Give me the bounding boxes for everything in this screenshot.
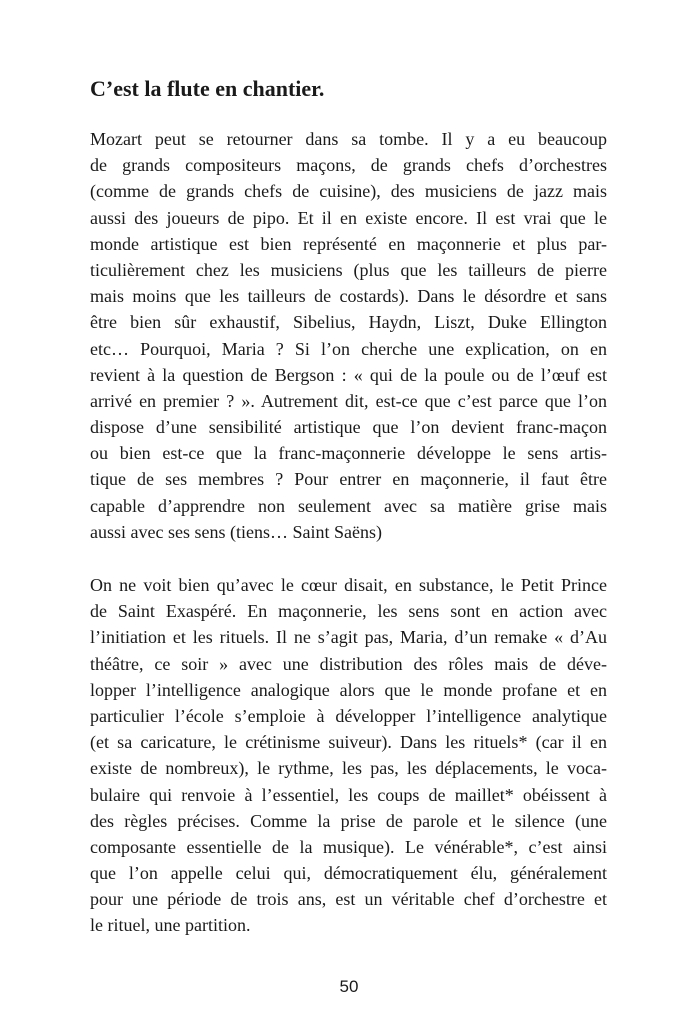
text-line: capable d’apprendre non seulement avec sa matière grise mais: [90, 495, 607, 516]
text-line: monde artistique est bien représenté en maçonnerie et plus par-: [90, 233, 607, 254]
text-line: être bien sûr exhaustif, Sibelius, Haydn, Liszt, Duke Ellington: [90, 312, 607, 333]
chapter-title: C’est la flute en chantier.: [90, 76, 325, 101]
text-line: de grands compositeurs maçons, de grands chefs d’orchestres: [90, 155, 607, 176]
text-line: dispose d’une sensibilité artistique que l’on devient franc-maçon: [90, 417, 607, 438]
page-number: 50: [339, 977, 359, 996]
text-line: des règles précises. Comme la prise de parole et le silence (une: [90, 810, 607, 831]
text-line: particulier l’école s’emploie à développer l’intelligence analytique: [90, 705, 607, 726]
text-line: revient à la question de Bergson : « qui de la poule ou de l’œuf est: [90, 364, 607, 385]
text-line: tique de ses membres ? Pour entrer en maçonnerie, il faut être: [90, 469, 607, 490]
text-line: existe de nombreux), le rythme, les pas, les déplacements, le voca-: [90, 758, 607, 779]
text-line: ticulièrement chez les musiciens (plus que les tailleurs de pierre: [90, 259, 607, 280]
text-line: l’initiation et les rituels. Il ne s’agit pas, Maria, d’un remake « d’Au: [90, 627, 607, 648]
text-line: aussi des joueurs de pipo. Et il en existe encore. Il est vrai que le: [90, 207, 607, 228]
text-line: etc… Pourquoi, Maria ? Si l’on cherche une explication, on en: [90, 338, 607, 359]
text-line: Mozart peut se retourner dans sa tombe. Il y a eu beaucoup: [90, 129, 607, 149]
text-line: pour une période de trois ans, est un véritable chef d’orchestre et: [90, 889, 607, 910]
text-line: On ne voit bien qu’avec le cœur disait, en substance, le Petit Prince: [90, 575, 607, 595]
text-line: théâtre, ce soir » avec une distribution des rôles mais de déve-: [90, 653, 607, 674]
text-line: que l’on appelle celui qui, démocratiquement élu, généralement: [90, 863, 607, 884]
paragraph-2: [90, 572, 607, 939]
text-line: (comme de grands chefs de cuisine), des musiciens de jazz mais: [90, 181, 607, 202]
text-line: le rituel, une partition.: [90, 915, 251, 936]
paragraph-1: [90, 126, 607, 545]
text-line: composante essentielle de la musique). Le vénérable*, c’est ainsi: [90, 836, 607, 857]
text-line: mais moins que les tailleurs de costards). Dans le désordre et sans: [90, 286, 607, 307]
text-line: ou bien est-ce que la franc-maçonnerie développe le sens artis-: [90, 443, 607, 464]
text-line: arrivé en premier ? ». Autrement dit, est-ce que c’est parce que l’on: [90, 390, 607, 411]
text-line: aussi avec ses sens (tiens… Saint Saëns): [90, 521, 382, 542]
text-line: bulaire qui renvoie à l’essentiel, les coups de maillet* obéissent à: [90, 784, 607, 805]
text-line: de Saint Exaspéré. En maçonnerie, les sens sont en action avec: [90, 601, 607, 622]
text-line: (et sa caricature, le crétinisme suiveur). Dans les rituels* (car il en: [90, 732, 607, 753]
text-line: lopper l’intelligence analogique alors que le monde profane et en: [90, 679, 607, 700]
